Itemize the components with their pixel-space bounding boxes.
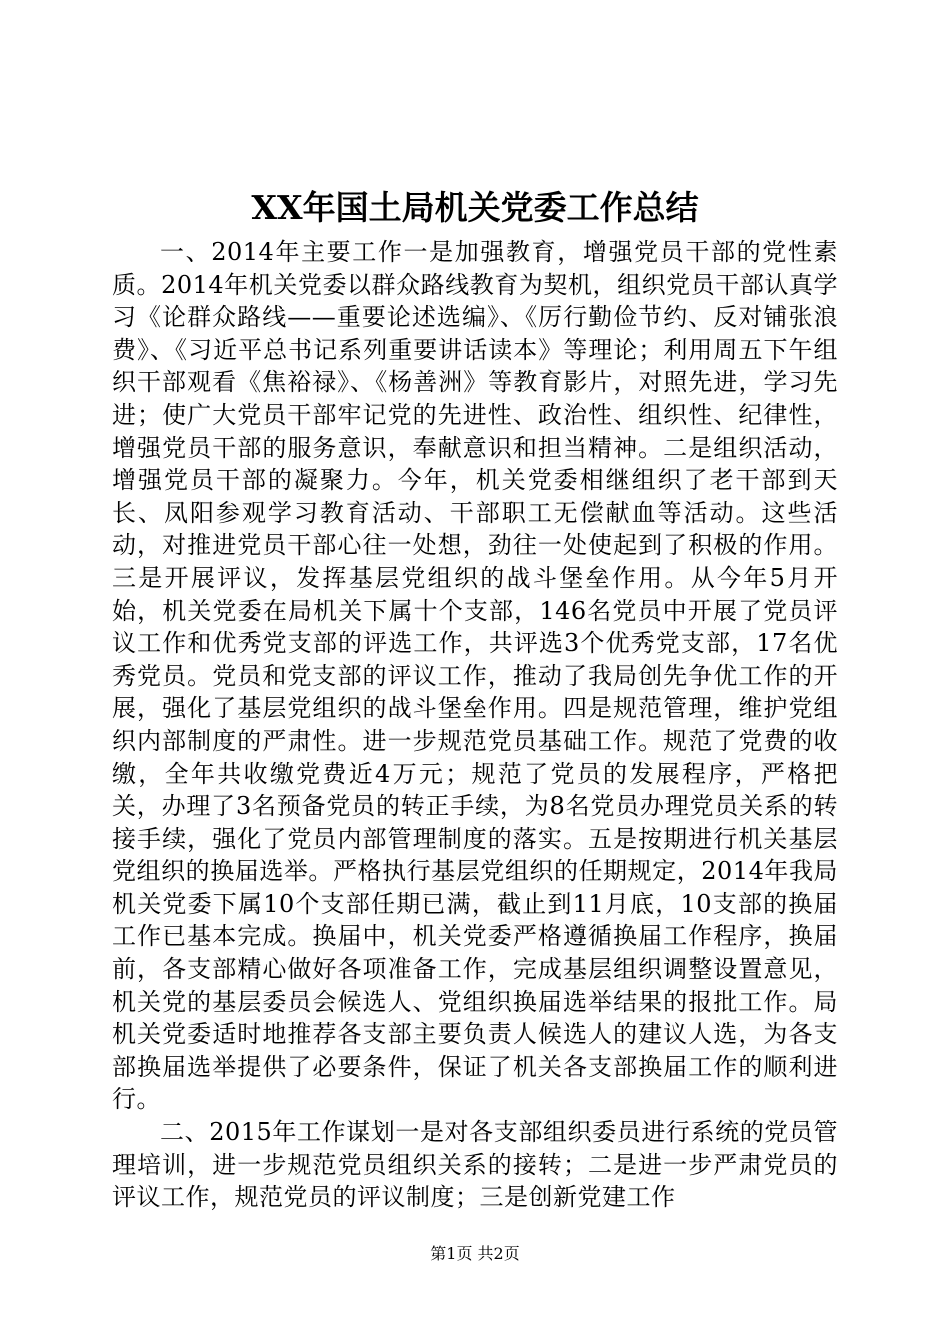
document-body bbox=[112, 236, 838, 1214]
paragraph-1: 一、2014年主要工作一是加强教育，增强党员干部的党性素质。2014年机关党委以群众路线教育为契机，组织党员干部认真学习《论群众路线——重要论述选编》、《厉行勤俭节约、反对铺张浪费》、《习近平总书记系列重要讲话读本》等理论；利用周五下午组织干部观看《焦裕禄》、《杨善洲》等教育影片，对照先进，学习先进；使广大党员干部牢记党的先进性、政治性、组织性、纪律性，增强党员干部的服务意识，奉献意识和担当精神。二是组织活动，增强党员干部的凝聚力。今年，机关党委相继组织了老干部到天长、凤阳参观学习教育活动、干部职工无偿献血等活动。这些活动，对推进党员干部心往一处想，劲往一处使起到了积极的作用。三是开展评议，发挥基层党组织的战斗堡垒作用。从今年5月开始，机关党委在局机关下属十个支部，146名党员中开展了党员评议工作和优秀党支部的评选工作，共评选3个优秀党支部，17名优秀党员。党员和党支部的评议工作，推动了我局创先争优工作的开展，强化了基层党组织的战斗堡垒作用。四是规范管理，维护党组织内部制度的严肃性。进一步规范党员基础工作。规范了党费的收缴，全年共收缴党费近4万元；规范了党员的发展程序，严格把关，办理了3名预备党员的转正手续，为8名党员办理党员关系的转接手续，强化了党员内部管理制度的落实。五是按期进行机关基层党组织的换届选举。严格执行基层党组织的任期规定，2014年我局机关党委下属10个支部任期已满，截止到11月底，10支部的换届工作已基本完成。换届中，机关党委严格遵循换届工作程序，换届前，各支部精心做好各项准备工作，完成基层组织调整设置意见，机关党的基层委员会候选人、党组织换届选举结果的报批工作。局机关党委适时地推荐各支部主要负责人候选人的建议人选，为各支部换届选举提供了必要条件，保证了机关各支部换届工作的顺利进行。 bbox=[112, 238, 838, 1114]
paragraph-2: 二、2015年工作谋划一是对各支部组织委员进行系统的党员管理培训，进一步规范党员组织关系的接转；二是进一步严肃党员的评议工作，规范党员的评议制度；三是创新党建工作 bbox=[112, 1118, 838, 1212]
page-footer: 第1页 共2页 bbox=[430, 1244, 520, 1263]
document-title: XX年国土局机关党委工作总结 bbox=[251, 188, 699, 227]
